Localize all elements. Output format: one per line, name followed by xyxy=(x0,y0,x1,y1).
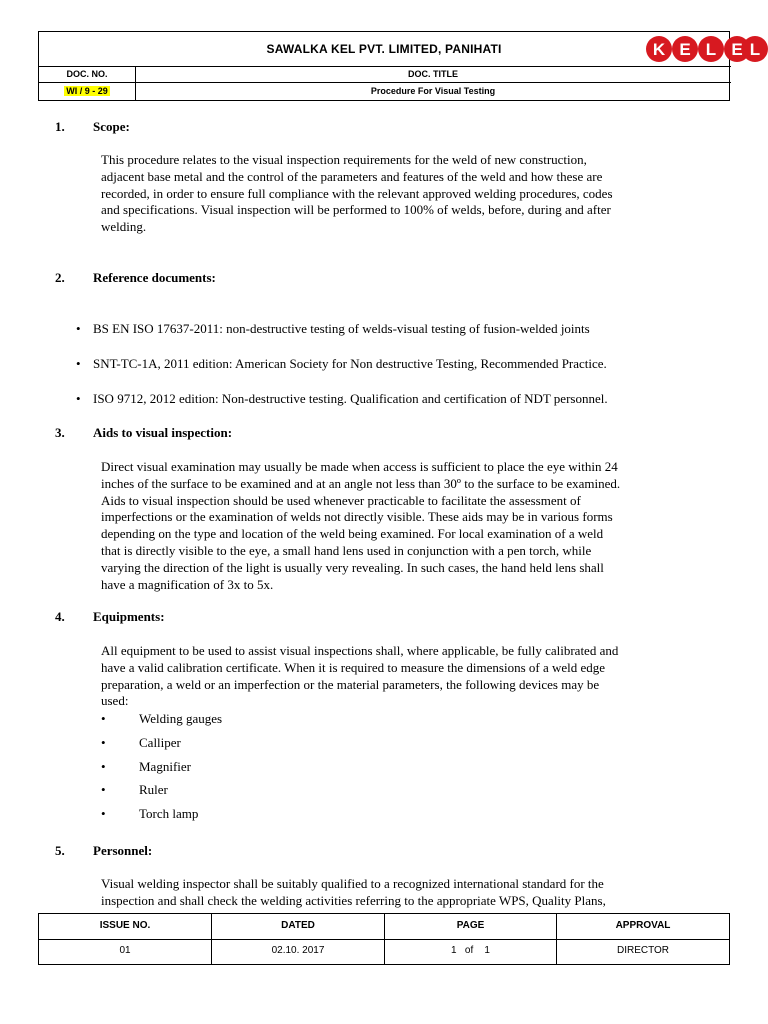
approval-value: DIRECTOR xyxy=(616,945,670,956)
section-number: 4. xyxy=(55,609,65,624)
equipment-text: Calliper xyxy=(139,735,181,750)
reference-text: BS EN ISO 17637-2011: non-destructive testing of welds-visual testing of fusion-welded joints xyxy=(93,321,590,336)
text-line: Aids to visual inspection should be used whenever practicable to facilitate the assessment of xyxy=(101,492,581,508)
section-number: 1. xyxy=(55,119,65,134)
text-line: welding. xyxy=(101,219,147,235)
equipment-text: Welding gauges xyxy=(139,711,223,726)
svg-text:L: L xyxy=(749,40,761,59)
text-line: This procedure relates to the visual inspection requirements for the weld of new construction, xyxy=(101,152,587,167)
reference-text: ISO 9712, 2012 edition: Non-destructive testing. Qualification and certification of NDT personnel. xyxy=(93,391,608,406)
page-value: 1 of 1 xyxy=(385,939,557,964)
section-title: Scope: xyxy=(93,119,130,134)
svg-text:E: E xyxy=(679,40,691,59)
doc-value-row xyxy=(39,83,731,101)
text-line: inches of the surface to be examined and at an angle not less than 30º to the surface to be examined. xyxy=(101,475,621,491)
text-line: inspection and shall check the welding activities referring to the appropriate WPS, Quality Plans, xyxy=(101,892,606,908)
dated-value: 02.10. 2017 xyxy=(212,939,385,964)
dated-header: DATED xyxy=(212,914,385,939)
bullet-icon: • xyxy=(101,711,106,726)
text-line: have a magnification of 3x to 5x. xyxy=(101,576,274,592)
bullet-icon: • xyxy=(101,759,106,774)
text-line: All equipment to be used to assist visual inspections shall, where applicable, be fully calibrated and xyxy=(101,643,619,658)
document-footer xyxy=(38,913,730,965)
section-title: Equipments: xyxy=(93,609,165,624)
doc-no-cell xyxy=(39,83,136,101)
bullet-icon: • xyxy=(101,806,106,821)
document-header xyxy=(38,31,730,101)
issue-no-header: ISSUE NO. xyxy=(39,914,212,939)
bullet-icon: • xyxy=(76,321,81,336)
reference-text: SNT-TC-1A, 2011 edition: American Society for Non destructive Testing, Recommended Practice. xyxy=(93,356,607,371)
footer-value-row xyxy=(39,939,729,964)
equipment-text: Torch lamp xyxy=(139,806,199,821)
doc-no-value: WI / 9 - 29 xyxy=(66,86,108,96)
doc-title-value: Procedure For Visual Testing xyxy=(370,86,496,96)
text-line: Direct visual examination may usually be made when access is sufficient to place the eye within 24 xyxy=(101,459,618,474)
svg-text:E: E xyxy=(731,40,743,59)
section-title: Reference documents: xyxy=(93,270,216,285)
bullet-icon: • xyxy=(76,356,81,371)
text-line: have a valid calibration certificate. When it is required to measure the dimensions of a weld edge xyxy=(101,659,606,675)
personnel-paragraph xyxy=(101,876,721,910)
equipment-text: Magnifier xyxy=(139,759,191,774)
section-title: Personnel: xyxy=(93,843,153,858)
approval-header: APPROVAL xyxy=(615,920,671,931)
text-line: depending on the type and location of the weld being examined. For local examination of a weld xyxy=(101,526,604,542)
section-number: 5. xyxy=(55,843,65,858)
issue-no-value: 01 xyxy=(39,939,212,964)
doc-no-label: DOC. NO. xyxy=(39,67,136,82)
bullet-icon: • xyxy=(101,735,106,750)
text-line: preparation, a weld or an imperfection or the material parameters, the following devices may be xyxy=(101,676,600,692)
aids-paragraph xyxy=(101,459,721,593)
section-title: Aids to visual inspection: xyxy=(93,425,233,440)
svg-text:L: L xyxy=(705,40,717,59)
text-line: imperfections or the examination of welds not directly visible. These aids may be in various forms xyxy=(101,509,613,525)
text-line: Visual welding inspector shall be suitably qualified to a recognized international standard for the xyxy=(101,876,604,891)
page-header: PAGE xyxy=(385,914,557,939)
scope-paragraph xyxy=(101,152,721,236)
company-name: SAWALKA KEL PVT. LIMITED, PANIHATI xyxy=(266,42,502,56)
equipment-text: Ruler xyxy=(139,782,168,797)
text-line: and specifications. Visual inspection will be performed to 100% of welds, before, during and after xyxy=(101,202,611,218)
bullet-icon: • xyxy=(101,782,106,797)
text-line: adjacent base metal and the control of the parameters and features of the weld and how these are xyxy=(101,168,603,184)
text-line: recorded, in order to ensure full compliance with the relevant approved welding procedures, codes xyxy=(101,185,613,201)
text-line: varying the direction of the light is usually very revealing. In such cases, the hand held lens shall xyxy=(101,559,604,575)
text-line: that is directly visible to the eye, a small hand lens used in conjunction with a pen torch, while xyxy=(101,542,592,558)
text-line: used: xyxy=(101,693,129,709)
doc-label-row xyxy=(39,67,731,83)
kelel-logo xyxy=(641,34,768,64)
equipments-paragraph xyxy=(101,643,721,710)
svg-text:K: K xyxy=(652,40,666,59)
doc-title-label: DOC. TITLE xyxy=(408,69,458,79)
footer-header-row xyxy=(39,914,729,940)
section-number: 3. xyxy=(55,425,65,440)
bullet-icon: • xyxy=(76,391,81,406)
company-row xyxy=(39,32,731,67)
section-number: 2. xyxy=(55,270,65,285)
